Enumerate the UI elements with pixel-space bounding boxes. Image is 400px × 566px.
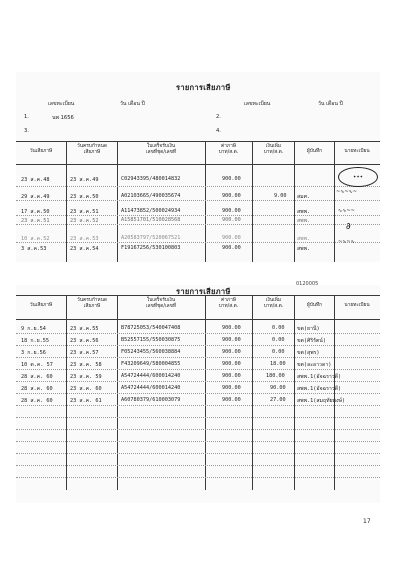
c1-r3-due: 23 ส.ค.51 — [70, 209, 99, 215]
signature-mark: ~∿~∿ — [338, 239, 355, 245]
c1-col-paid-date: วันเสียภาษี — [29, 149, 53, 154]
c2-r4-extra: 18.00 — [270, 361, 286, 367]
line1-number: 1. — [24, 114, 29, 120]
tax-record-card-2 — [16, 281, 380, 503]
c1-r6-tax: 900.00 — [222, 245, 241, 251]
card1-title: รายการเสียภาษี — [176, 83, 231, 92]
c2-col-tax: ค่าภาษี บาท/ส.ต. — [218, 298, 239, 309]
signature-mark: ∿∿~~ — [338, 208, 355, 214]
c2-col-receipt: ใบเสร็จรับเงิน เลขที่ชุด/เลขที่ — [145, 298, 177, 309]
reg-label-left: เลขทะเบียน — [48, 101, 75, 107]
line2-number: 2. — [216, 114, 221, 120]
c2-r6-paid: 28 ส.ค. 60 — [21, 386, 53, 392]
c1-r4-due: 23 ส.ค.52 — [70, 218, 99, 224]
c1-col-tax: ค่าภาษี บาท/ส.ต. — [218, 144, 239, 155]
c1-r3-receipt: A11473852/500024934 — [121, 208, 181, 214]
card2-code: 0120005 — [296, 281, 319, 287]
c2-r6-due: 23 ส.ค. 60 — [70, 386, 102, 392]
c1-r2-tax: 900.00 — [222, 193, 241, 199]
signature-mark: ∂ — [346, 222, 351, 232]
c1-r6-recorder: สพพ. — [297, 246, 311, 252]
c1-r5-paid: 10 ส.ค.52 — [21, 236, 50, 242]
c2-r4-tax: 900.00 — [222, 361, 241, 367]
date-label-left: วัน เดือน ปี — [120, 101, 145, 107]
page-number-bottom: 17 — [363, 518, 371, 525]
line4-number: 4. — [216, 128, 221, 134]
c2-r3-extra: 0.00 — [272, 349, 285, 355]
c2-col-extra: เงินเพิ่ม บาท/ส.ต. — [263, 298, 284, 309]
reg-label-right: เลขทะเบียน — [244, 101, 271, 107]
c2-r3-due: 23 ส.ค.57 — [70, 350, 99, 356]
c2-r2-receipt: B52557155/550030875 — [121, 337, 181, 343]
c2-r1-extra: 0.00 — [272, 325, 285, 331]
c2-r1-recorder: ขต(ยานี) — [297, 326, 320, 332]
c1-r2-paid: 29 ส.ค.49 — [21, 194, 50, 200]
c1-r5-receipt: A20583797/520067521 — [121, 235, 181, 241]
c2-r6-recorder: สพพ.1(อัจฉราวดี) — [297, 386, 342, 392]
c2-col-recorder: ผู้บันทึก — [306, 303, 323, 308]
c2-r2-recorder: ขต(ศิริรัตน์) — [297, 338, 326, 344]
line3-number: 3. — [24, 128, 29, 134]
c2-r4-paid: 10 ต.ค. 57 — [21, 362, 53, 368]
c1-r2-extra: 9.00 — [274, 193, 287, 199]
c2-r1-paid: 9 ก.ย.54 — [21, 326, 46, 332]
c2-r3-recorder: ขต(สุพร) — [297, 350, 320, 356]
c2-r5-paid: 28 ส.ค. 60 — [21, 374, 53, 380]
c2-r4-receipt: F43209649/580004855 — [121, 361, 181, 367]
line1-plate: นพ 1656 — [52, 115, 74, 121]
c2-r4-due: 23 ส.ค. 58 — [70, 362, 102, 368]
c2-r7-due: 23 ส.ค. 61 — [70, 398, 102, 404]
c2-r6-tax: 900.00 — [222, 385, 241, 391]
c1-col-receipt: ใบเสร็จรับเงิน เลขที่ชุด/เลขที่ — [145, 144, 177, 155]
c1-r6-paid: 3 ส.ค.53 — [21, 246, 47, 252]
c2-r7-paid: 28 ส.ค. 60 — [21, 398, 53, 404]
c1-col-recorder: ผู้บันทึก — [306, 149, 323, 154]
c1-r3-tax: 900.00 — [222, 208, 241, 214]
c1-r5-recorder: สพพ. — [297, 236, 311, 242]
c1-r6-due: 23 ส.ค.54 — [70, 246, 99, 252]
c1-r5-tax: 900.00 — [222, 235, 241, 241]
c1-r2-recorder: สมศ. — [297, 194, 311, 200]
c1-r4-tax: 900.00 — [222, 217, 241, 223]
c2-r2-paid: 18 ก.ย.55 — [21, 338, 50, 344]
tax-record-card-1 — [16, 72, 380, 262]
c1-r4-paid: 23 ส.ค.51 — [21, 218, 50, 224]
c1-r1-receipt: C02943395/480014832 — [121, 176, 181, 182]
official-stamp: ✦✦✦ — [338, 167, 378, 187]
c1-r6-receipt: F19167256/530100803 — [121, 245, 181, 251]
c2-r7-extra: 27.00 — [270, 397, 286, 403]
c2-r4-recorder: ขต(ละอาวดา) — [297, 362, 332, 368]
c2-r5-recorder: สพพ.1(อัจฉราวดี) — [297, 374, 342, 380]
c2-r5-due: 23 ส.ค. 59 — [70, 374, 102, 380]
c1-col-extra: เงินเพิ่ม บาท/ส.ต. — [263, 144, 284, 155]
signature-mark: ~∿~∿~ — [336, 189, 357, 195]
c2-r3-paid: 3 ก.ย.56 — [21, 350, 46, 356]
c1-r1-tax: 900.00 — [222, 176, 241, 182]
c2-r1-receipt: B78725053/540047408 — [121, 325, 181, 331]
c1-r4-receipt: A15851701/510028568 — [121, 217, 181, 223]
c2-r2-due: 23 ส.ค.56 — [70, 338, 99, 344]
c2-r6-extra: 90.00 — [270, 385, 286, 391]
c2-col-paid-date: วันเสียภาษี — [29, 303, 53, 308]
c2-r1-tax: 900.00 — [222, 325, 241, 331]
c1-r2-due: 23 ส.ค.50 — [70, 194, 99, 200]
c2-r2-extra: 0.00 — [272, 337, 285, 343]
card2-title: รายการเสียภาษี — [176, 287, 231, 296]
c2-r3-tax: 900.00 — [222, 349, 241, 355]
c1-r3-recorder: สพพ. — [297, 209, 311, 215]
c2-r6-receipt: A54724444/600014240 — [121, 385, 181, 391]
c1-r4-recorder: สพพ. — [297, 218, 311, 224]
c2-r3-receipt: F05243455/560038884 — [121, 349, 181, 355]
c1-r5-due: 23 ส.ค.53 — [70, 236, 99, 242]
c2-r5-extra: 180.00 — [266, 373, 285, 379]
c1-col-registrar: นายทะเบียน — [344, 149, 370, 154]
c1-r1-due: 23 ส.ค.49 — [70, 177, 99, 183]
c2-r7-tax: 900.00 — [222, 397, 241, 403]
c1-r2-receipt: A02103665/490035674 — [121, 193, 181, 199]
c1-r3-paid: 17 ส.ค.50 — [21, 209, 50, 215]
c2-r5-receipt: A54724444/600014240 — [121, 373, 181, 379]
c1-r1-paid: 23 ส.ค.48 — [21, 177, 50, 183]
date-label-right: วัน เดือน ปี — [318, 101, 343, 107]
c2-r5-tax: 900.00 — [222, 373, 241, 379]
c2-r1-due: 23 ส.ค.55 — [70, 326, 99, 332]
c2-col-due-date: วันครบกำหนด เสียภาษี — [77, 298, 107, 309]
c2-r7-recorder: สพพ.1(สมฤทัยพงษ์) — [297, 398, 346, 404]
c2-r2-tax: 900.00 — [222, 337, 241, 343]
c2-col-registrar: นายทะเบียน — [344, 303, 370, 308]
c2-r7-receipt: A60780379/610003079 — [121, 397, 181, 403]
c1-col-due-date: วันครบกำหนด เสียภาษี — [77, 144, 107, 155]
